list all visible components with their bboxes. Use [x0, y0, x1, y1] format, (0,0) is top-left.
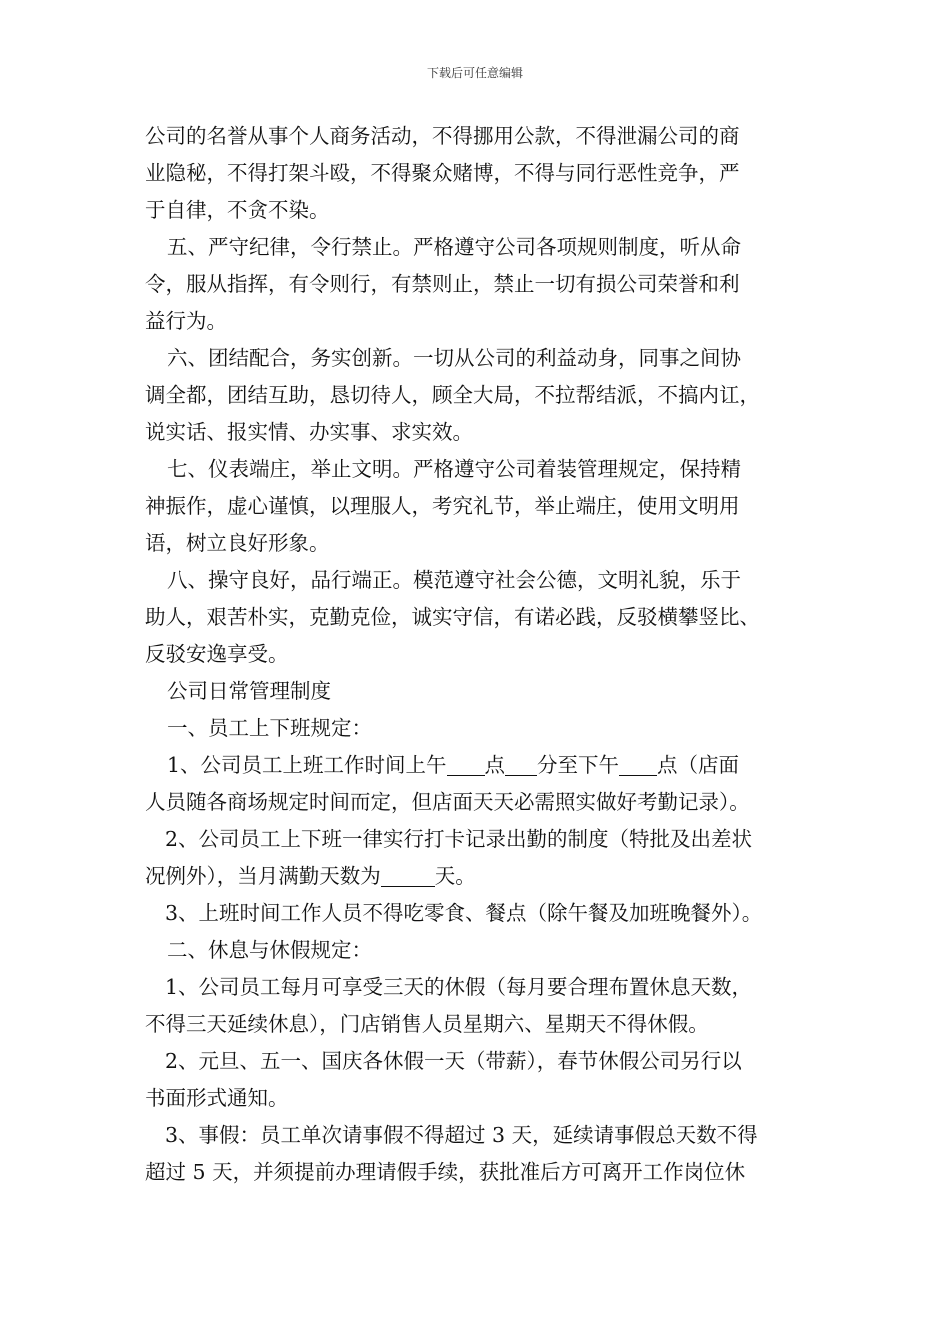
section-heading-daily-management: 公司日常管理制度 [167, 679, 331, 703]
text-line: 于自律，不贪不染。 [145, 198, 330, 222]
text-segment: 况例外），当月满勤天数为 [145, 864, 381, 888]
text-line: 公司的名誉从事个人商务活动，不得挪用公款，不得泄漏公司的商 [145, 124, 740, 148]
page-header: 下载后可任意编辑 [426, 66, 523, 80]
text-line: 神振作，虚心谨慎，以理服人，考究礼节，举止端庄，使用文明用 [145, 494, 740, 518]
fill-blank [619, 755, 657, 777]
text-line: 语，树立良好形象。 [145, 531, 330, 555]
text-segment: 1、公司员工上班工作时间上午 [167, 753, 447, 777]
text-line: 2、元旦、五一、国庆各休假一天（带薪），春节休假公司另行以 [165, 1049, 742, 1073]
text-line: 调全都，团结互助，恳切待人，顾全大局，不拉帮结派，不搞内讧， [145, 383, 760, 407]
text-line: 七、仪表端庄，举止文明。严格遵守公司着装管理规定，保持精 [167, 457, 741, 481]
text-line: 益行为。 [145, 309, 227, 333]
fill-blank [505, 755, 537, 777]
text-line: 五、严守纪律，令行禁止。严格遵守公司各项规则制度，听从命 [167, 235, 741, 259]
text-line: 3、事假：员工单次请事假不得超过 3 天，延续请事假总天数不得 [165, 1123, 758, 1147]
fill-blank [447, 755, 485, 777]
text-line: 说实话、报实情、办实事、求实效。 [145, 420, 473, 444]
text-line: 反驳安逸享受。 [145, 642, 289, 666]
text-line: 超过 5 天，并须提前办理请假手续，获批准后方可离开工作岗位休 [145, 1160, 746, 1184]
text-line: 令，服从指挥，有令则行，有禁则止，禁止一切有损公司荣誉和利 [145, 272, 740, 296]
text-line: 书面形式通知。 [145, 1086, 289, 1110]
text-line: 3、上班时间工作人员不得吃零食、餐点（除午餐及加班晚餐外）。 [165, 901, 763, 925]
text-segment: 天。 [434, 864, 476, 888]
text-line: 2、公司员工上下班一律实行打卡记录出勤的制度（特批及出差状 [165, 827, 753, 851]
section-title-work-hours: 一、员工上下班规定： [167, 716, 372, 740]
text-line: 六、团结配合，务实创新。一切从公司的利益动身，同事之间协 [167, 346, 741, 370]
text-segment: 点 [484, 753, 506, 777]
text-line: 1、公司员工每月可享受三天的休假（每月要合理布置休息天数， [165, 975, 753, 999]
text-line: 助人，艰苦朴实，克勤克俭，诚实守信，有诺必践，反驳横攀竖比、 [145, 605, 760, 629]
text-segment: 点（店面 [657, 753, 740, 777]
text-segment: 分至下午 [537, 753, 620, 777]
fill-blank [381, 866, 435, 888]
section-title-leave: 二、休息与休假规定： [167, 938, 372, 962]
text-line: 业隐秘，不得打架斗殴，不得聚众赌博，不得与同行恶性竞争，严 [145, 161, 740, 185]
text-line: 八、操守良好，品行端正。模范遵守社会公德，文明礼貌，乐于 [167, 568, 741, 592]
text-line [145, 858, 825, 895]
document-body [145, 118, 825, 1191]
text-line: 不得三天延续休息），门店销售人员星期六、星期天不得休假。 [145, 1012, 709, 1036]
text-line [145, 747, 825, 784]
text-line: 人员随各商场规定时间而定，但店面天天必需照实做好考勤记录）。 [145, 790, 750, 814]
